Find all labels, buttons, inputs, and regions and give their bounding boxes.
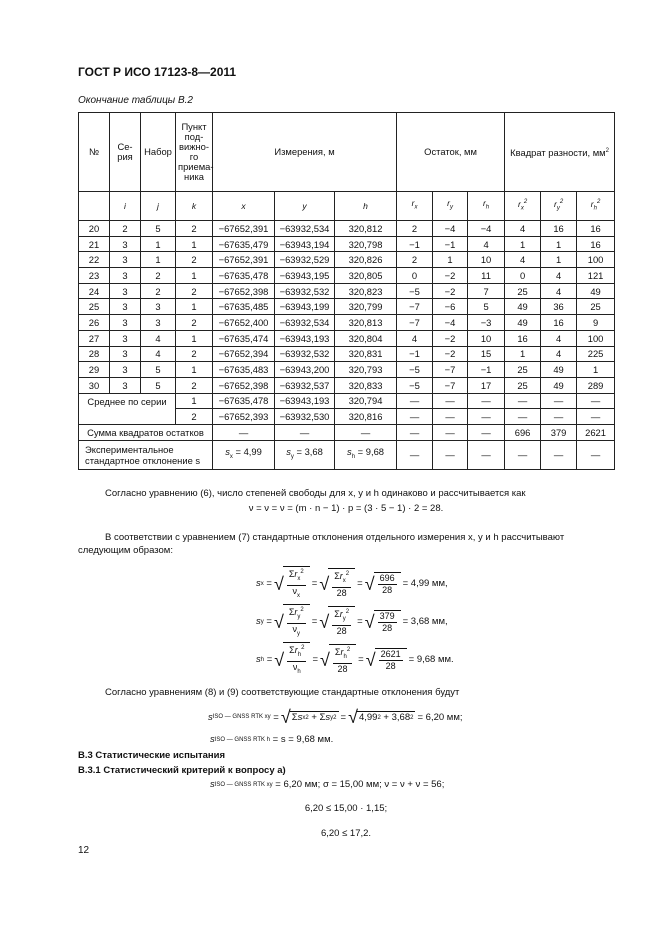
table-cell: 320,793: [335, 362, 397, 378]
table-cell: 20: [79, 221, 110, 237]
std-label: Экспериментальное стандартное отклонение s: [79, 440, 213, 469]
table-cell: 36: [541, 299, 577, 315]
table-cell: 23: [79, 268, 110, 284]
table-cell: 2: [176, 315, 213, 331]
table-cell: 2: [176, 283, 213, 299]
table-cell: 4: [541, 283, 577, 299]
sum-label: Сумма квадратов остатков: [79, 424, 213, 440]
table-cell: 2: [110, 221, 141, 237]
table-cell: 11: [468, 268, 505, 284]
table-cell: 5: [141, 362, 176, 378]
table-cell: 1: [141, 252, 176, 268]
table-header-row: [79, 113, 615, 192]
table-cell: 3: [110, 315, 141, 331]
table-cell: 1: [577, 362, 615, 378]
table-cell: −6: [433, 299, 468, 315]
table-cell: −5: [397, 377, 433, 393]
table-cell: 225: [577, 346, 615, 362]
table-cell: 4: [505, 221, 541, 237]
table-cell: −63932,532: [275, 346, 335, 362]
heading-b3: В.3 Статистические испытания: [78, 750, 225, 761]
table-cell: 3: [141, 315, 176, 331]
document-header: ГОСТ Р ИСО 17123-8—2011: [78, 65, 237, 79]
table-cell: 2: [141, 283, 176, 299]
table-cell: −67635,485: [213, 299, 275, 315]
table-cell: 26: [79, 315, 110, 331]
table-cell: 5: [141, 221, 176, 237]
table-cell: 4: [397, 330, 433, 346]
table-cell: 320,823: [335, 283, 397, 299]
table-caption: Окончание таблицы В.2: [78, 95, 193, 106]
table-row: [79, 283, 615, 299]
table-cell: 1: [176, 299, 213, 315]
table-row: [79, 268, 615, 284]
col-no: №: [79, 113, 110, 192]
table-cell: 25: [79, 299, 110, 315]
table-cell: −2: [433, 330, 468, 346]
table-cell: 320,813: [335, 315, 397, 331]
table-cell: 5: [141, 377, 176, 393]
table-cell: −4: [433, 221, 468, 237]
table-cell: 25: [505, 377, 541, 393]
table-cell: 4: [468, 236, 505, 252]
table-cell: 3: [110, 362, 141, 378]
table-cell: −63932,537: [275, 377, 335, 393]
table-cell: −67652,391: [213, 252, 275, 268]
table-cell: 100: [577, 252, 615, 268]
std-row: Экспериментальное стандартное отклонение s $s_x = 4,99$ $s_y = 3,68$ $s_h = 9,68$ — — — — — —: [79, 440, 615, 469]
table-cell: 25: [505, 283, 541, 299]
table-cell: −2: [433, 268, 468, 284]
table-cell: 4: [141, 330, 176, 346]
table-row: [79, 315, 615, 331]
table-cell: 28: [79, 346, 110, 362]
table-cell: 3: [110, 346, 141, 362]
table-cell: 49: [541, 377, 577, 393]
table-cell: 49: [541, 362, 577, 378]
table-cell: 10: [468, 330, 505, 346]
table-cell: 1: [176, 362, 213, 378]
table-row: [79, 252, 615, 268]
formula-iso-h: s ISO — GNSS RTK h = s = 9,68 мм.: [210, 734, 334, 745]
paragraph-iso: Согласно уравнениям (8) и (9) соответствующие стандартные отклонения будут: [105, 687, 460, 698]
table-cell: −67652,400: [213, 315, 275, 331]
table-cell: −5: [397, 362, 433, 378]
col-point: Пункт под-вижно-го приема-ника: [176, 113, 213, 192]
table-cell: 2: [176, 221, 213, 237]
table-cell: −3: [468, 315, 505, 331]
formula-iso-xy: s ISO — GNSS RTK xy = √ Σ s x 2 + Σ s y 2 = √ 4,99 2 + 3,68 2 = 6,20 мм;: [208, 707, 463, 727]
table-cell: 2: [176, 377, 213, 393]
sum-row: Сумма квадратов остатков — — — — — — 696 379 2621: [79, 424, 615, 440]
equation-dof: ν = ν = ν = (m · n − 1) · p = (3 · 5 − 1) · 2 = 28.: [248, 503, 444, 514]
table-cell: 320,799: [335, 299, 397, 315]
mean-row-2: 2 −67652,393 −63932,530 320,816 — — — — — —: [79, 409, 615, 425]
table-cell: 320,812: [335, 221, 397, 237]
table-cell: 320,831: [335, 346, 397, 362]
table-cell: 4: [541, 346, 577, 362]
table-cell: 0: [505, 268, 541, 284]
table-cell: −67652,391: [213, 221, 275, 237]
table-cell: 1: [433, 252, 468, 268]
table-cell: −67652,398: [213, 377, 275, 393]
table-cell: 27: [79, 330, 110, 346]
table-cell: −67652,398: [213, 283, 275, 299]
table-subheader-row: i j k x y h $r_x$ $r_y$ $r_h$ $r_x^2$ $r_y^2$ $r_h^2$: [79, 192, 615, 221]
table-cell: −7: [397, 299, 433, 315]
table-cell: 22: [79, 252, 110, 268]
table-cell: −67652,394: [213, 346, 275, 362]
table-cell: 100: [577, 330, 615, 346]
table-cell: 17: [468, 377, 505, 393]
table-cell: −63943,200: [275, 362, 335, 378]
table-cell: −5: [397, 283, 433, 299]
paragraph-std: В соответствии с уравнением (7) стандартные отклонения отдельного измерения x, y и h рассчитывают следующим образом:: [78, 532, 565, 556]
table-cell: 2: [176, 346, 213, 362]
table-cell: −63932,534: [275, 315, 335, 331]
formula-sx: s x = √ $\frac{\Sigma r_x^2}{\nu_x}$ = √ $\frac{\Sigma r_x^2}{28}$ = √ $\frac{696}{28}$ = 4,99 мм,: [256, 566, 448, 602]
formula-sh: s h = √ $\frac{\Sigma r_h^2}{\nu_h}$ = √ $\frac{\Sigma r_h^2}{28}$ = √ $\frac{2621}{28}$ = 9,68 мм.: [256, 642, 454, 678]
table-cell: 24: [79, 283, 110, 299]
table-row: [79, 377, 615, 393]
table-cell: −67635,478: [213, 268, 275, 284]
table-cell: 1: [176, 236, 213, 252]
table-cell: −1: [397, 346, 433, 362]
heading-b31: В.3.1 Статистический критерий к вопросу а): [78, 765, 286, 776]
table-cell: 3: [110, 283, 141, 299]
table-cell: 49: [505, 299, 541, 315]
formula-b33: 6,20 ≤ 17,2.: [320, 828, 372, 839]
table-cell: 30: [79, 377, 110, 393]
table-cell: 3: [110, 252, 141, 268]
table-row: [79, 299, 615, 315]
formula-b32: 6,20 ≤ 15,00 · 1,15;: [304, 803, 388, 814]
col-measurements: Измерения, м: [213, 113, 397, 192]
paragraph-dof: Согласно уравнению (6), число степеней свободы для x, y и h одинаково и рассчитывается как: [105, 488, 526, 499]
table-cell: −2: [433, 283, 468, 299]
table-row: [79, 221, 615, 237]
measurement-table: [78, 112, 615, 470]
table-row: [79, 330, 615, 346]
table-cell: 3: [110, 236, 141, 252]
table-cell: 5: [468, 299, 505, 315]
table-cell: 289: [577, 377, 615, 393]
table-cell: 4: [505, 252, 541, 268]
table-cell: 16: [541, 221, 577, 237]
table-cell: 21: [79, 236, 110, 252]
table-cell: 25: [505, 362, 541, 378]
table-row: [79, 346, 615, 362]
table-cell: 49: [577, 283, 615, 299]
table-row: [79, 236, 615, 252]
table-row: [79, 362, 615, 378]
table-cell: −63932,532: [275, 283, 335, 299]
table-cell: 1: [176, 268, 213, 284]
table-cell: 4: [141, 346, 176, 362]
table-cell: 16: [577, 236, 615, 252]
table-cell: 7: [468, 283, 505, 299]
table-cell: 0: [397, 268, 433, 284]
table-cell: 10: [468, 252, 505, 268]
table-cell: −63932,534: [275, 221, 335, 237]
table-cell: 121: [577, 268, 615, 284]
table-cell: 3: [110, 299, 141, 315]
table-cell: −1: [468, 362, 505, 378]
table-cell: 3: [110, 330, 141, 346]
table-cell: 16: [541, 315, 577, 331]
table-cell: 4: [541, 330, 577, 346]
mean-row-1: Среднее по серии 1 −67635,478 −63943,193 320,794 — — — — — —: [79, 393, 615, 409]
table-cell: 25: [577, 299, 615, 315]
col-squares: Квадрат разности, $мм^2$: [505, 113, 615, 192]
table-cell: 1: [176, 330, 213, 346]
table-cell: −63943,194: [275, 236, 335, 252]
table-cell: −63943,199: [275, 299, 335, 315]
table-cell: −4: [433, 315, 468, 331]
table-cell: 2: [141, 268, 176, 284]
table-cell: 2: [397, 221, 433, 237]
table-cell: 4: [541, 268, 577, 284]
table-cell: 16: [577, 221, 615, 237]
table-cell: 3: [141, 299, 176, 315]
table-cell: 1: [541, 252, 577, 268]
table-cell: 1: [541, 236, 577, 252]
table-cell: 320,804: [335, 330, 397, 346]
table-cell: −7: [433, 377, 468, 393]
table-cell: 16: [505, 330, 541, 346]
formula-b31: s ISO — GNSS RTK xy = 6,20 мм; σ = 15,00 мм; ν = ν + ν = 56;: [210, 779, 445, 790]
table-cell: −67635,483: [213, 362, 275, 378]
table-cell: −2: [433, 346, 468, 362]
table-cell: −63943,195: [275, 268, 335, 284]
table-cell: 49: [505, 315, 541, 331]
table-cell: 1: [505, 346, 541, 362]
col-series: Се-рия: [110, 113, 141, 192]
table-cell: −67635,474: [213, 330, 275, 346]
table-cell: 320,798: [335, 236, 397, 252]
table-cell: 3: [110, 268, 141, 284]
table-cell: 1: [505, 236, 541, 252]
table-cell: −1: [433, 236, 468, 252]
formula-sy: s y = √ $\frac{\Sigma r_y^2}{\nu_y}$ = √ $\frac{\Sigma r_y^2}{28}$ = √ $\frac{379}{28}$ = 3,68 мм,: [256, 604, 448, 640]
col-set: Набор: [141, 113, 176, 192]
table-cell: 2: [176, 252, 213, 268]
table-cell: 320,805: [335, 268, 397, 284]
table-cell: 320,833: [335, 377, 397, 393]
table-cell: −67635,479: [213, 236, 275, 252]
table-cell: −1: [397, 236, 433, 252]
table-cell: 3: [110, 377, 141, 393]
col-residuals: Остаток, мм: [397, 113, 505, 192]
table-cell: 2: [397, 252, 433, 268]
table-cell: −4: [468, 221, 505, 237]
table-cell: 320,826: [335, 252, 397, 268]
table-cell: 9: [577, 315, 615, 331]
table-cell: −63932,529: [275, 252, 335, 268]
page-number: 12: [78, 845, 90, 856]
table-cell: 15: [468, 346, 505, 362]
table-cell: −63943,193: [275, 330, 335, 346]
table-cell: −7: [433, 362, 468, 378]
table-cell: 1: [141, 236, 176, 252]
table-cell: −7: [397, 315, 433, 331]
mean-label: Среднее по серии: [79, 393, 176, 424]
table-cell: 29: [79, 362, 110, 378]
